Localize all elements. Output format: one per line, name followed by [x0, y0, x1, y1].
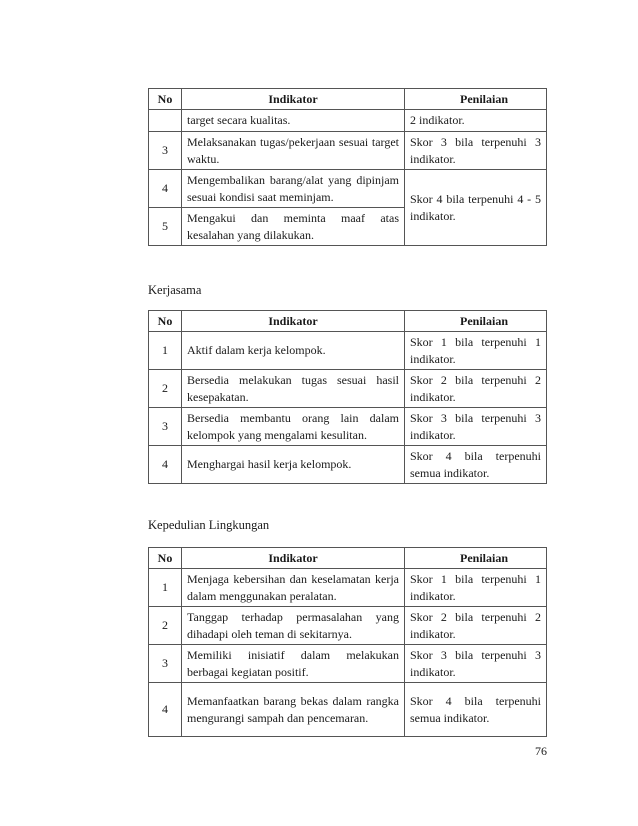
page-number: 76 — [535, 744, 547, 758]
row-indicator: Memanfaatkan barang bekas dalam rangka mengurangi sampah dan pencemaran. — [182, 683, 405, 737]
table-row — [149, 683, 547, 737]
row-indicator: Bersedia membantu orang lain dalam kelompok yang mengalami kesulitan. — [182, 408, 405, 446]
table-kerjasama — [148, 310, 547, 484]
row-number: 1 — [149, 332, 182, 370]
row-indicator: Mengembalikan barang/alat yang dipinjam sesuai kondisi saat meminjam. — [182, 170, 405, 208]
table-header-row — [149, 89, 547, 110]
table-row — [149, 607, 547, 645]
header-indikator: Indikator — [182, 311, 405, 332]
header-no: No — [149, 548, 182, 569]
row-number: 1 — [149, 569, 182, 607]
table-continued — [148, 88, 547, 246]
table-row — [149, 332, 547, 370]
row-score: 2 indikator. — [405, 110, 547, 132]
row-number: 4 — [149, 170, 182, 208]
row-number: 3 — [149, 132, 182, 170]
row-score: Skor 2 bila terpenuhi 2 indikator. — [405, 370, 547, 408]
row-score: Skor 1 bila terpenuhi 1 indikator. — [405, 569, 547, 607]
row-number: 2 — [149, 370, 182, 408]
row-indicator: Menjaga kebersihan dan keselamatan kerja dalam menggunakan peralatan. — [182, 569, 405, 607]
row-indicator: Melaksanakan tugas/pekerjaan sesuai target waktu. — [182, 132, 405, 170]
header-indikator: Indikator — [182, 89, 405, 110]
row-indicator: Aktif dalam kerja kelompok. — [182, 332, 405, 370]
row-indicator: Menghargai hasil kerja kelompok. — [182, 446, 405, 484]
row-indicator: Tanggap terhadap permasalahan yang dihadapi oleh teman di sekitarnya. — [182, 607, 405, 645]
row-indicator: target secara kualitas. — [182, 110, 405, 132]
table-row — [149, 110, 547, 132]
section-title-kerjasama: Kerjasama — [148, 283, 202, 297]
table-header-row — [149, 311, 547, 332]
header-no: No — [149, 311, 182, 332]
row-number: 2 — [149, 607, 182, 645]
table-row — [149, 170, 547, 208]
table-row — [149, 370, 547, 408]
row-indicator: Bersedia melakukan tugas sesuai hasil kesepakatan. — [182, 370, 405, 408]
table-row — [149, 569, 547, 607]
header-no: No — [149, 89, 182, 110]
row-score: Skor 1 bila terpenuhi 1 indikator. — [405, 332, 547, 370]
row-score: Skor 2 bila terpenuhi 2 indikator. — [405, 607, 547, 645]
table-row — [149, 645, 547, 683]
table-row — [149, 132, 547, 170]
row-score: Skor 4 bila terpenuhi semua indikator. — [405, 683, 547, 737]
table-row — [149, 408, 547, 446]
table-kepedulian-lingkungan — [148, 547, 547, 737]
row-number: 4 — [149, 683, 182, 737]
header-penilaian: Penilaian — [405, 311, 547, 332]
header-penilaian: Penilaian — [405, 89, 547, 110]
row-number: 5 — [149, 208, 182, 246]
header-penilaian: Penilaian — [405, 548, 547, 569]
table-row — [149, 446, 547, 484]
row-score: Skor 3 bila terpenuhi 3 indikator. — [405, 645, 547, 683]
row-number: 3 — [149, 408, 182, 446]
section-title-kepedulian-lingkungan: Kepedulian Lingkungan — [148, 518, 270, 532]
row-score: Skor 4 bila terpenuhi 4 - 5 indikator. — [405, 170, 547, 246]
row-score: Skor 4 bila terpenuhi semua indikator. — [405, 446, 547, 484]
row-number: 3 — [149, 645, 182, 683]
row-indicator: Mengakui dan meminta maaf atas kesalahan yang dilakukan. — [182, 208, 405, 246]
row-score: Skor 3 bila terpenuhi 3 indikator. — [405, 132, 547, 170]
row-number — [149, 110, 182, 132]
row-indicator: Memiliki inisiatif dalam melakukan berbagai kegiatan positif. — [182, 645, 405, 683]
table-header-row — [149, 548, 547, 569]
row-score: Skor 3 bila terpenuhi 3 indikator. — [405, 408, 547, 446]
header-indikator: Indikator — [182, 548, 405, 569]
row-number: 4 — [149, 446, 182, 484]
